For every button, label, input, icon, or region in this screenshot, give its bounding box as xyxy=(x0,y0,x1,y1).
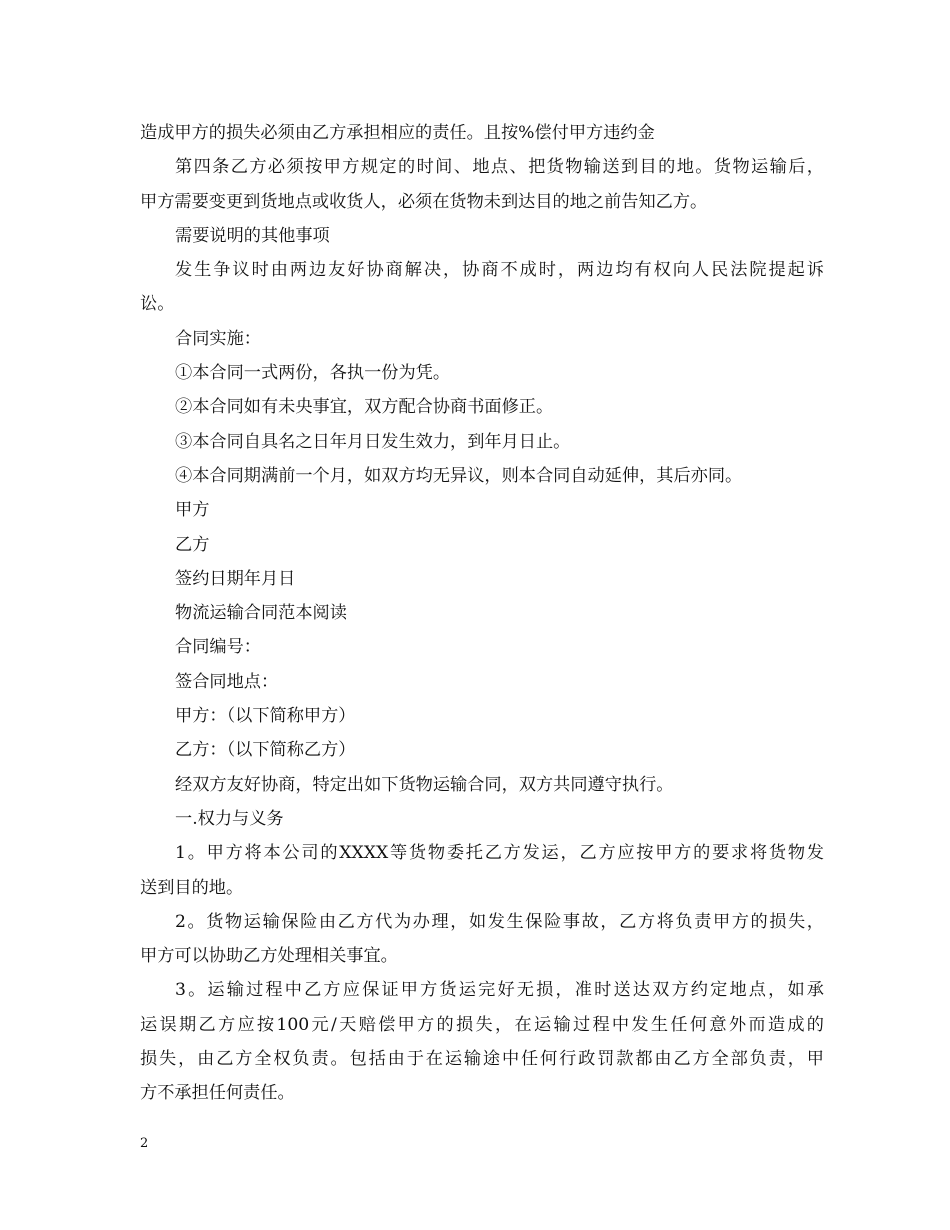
list-item: ②本合同如有未央事宜，双方配合协商书面修正。 xyxy=(175,397,554,418)
party-b-label: 乙方 xyxy=(175,534,210,555)
signing-date-label: 签约日期年月日 xyxy=(175,568,296,589)
paragraph-line: 发生争议时由两边友好协商解决，协商不成时，两边均有权向人民法院提起诉 xyxy=(175,260,824,281)
list-item: ③本合同自具名之日年月日发生效力，到年月日止。 xyxy=(175,431,571,452)
document-body xyxy=(140,116,824,1111)
contract-location-label: 签合同地点： xyxy=(175,671,279,692)
paragraph-line: 第四条乙方必须按甲方规定的时间、地点、把货物输送到目的地。货物运输后， xyxy=(175,157,824,178)
paragraph-line: 讼。 xyxy=(140,294,175,315)
paragraph-line: 1。甲方将本公司的XXXX等货物委托乙方发运，乙方应按甲方的要求将货物发 xyxy=(175,843,824,864)
paragraph-line: 2。货物运输保险由乙方代为办理，如发生保险事故，乙方将负责甲方的损失， xyxy=(175,911,824,932)
section-heading: 合同实施： xyxy=(175,328,261,349)
document-title: 物流运输合同范本阅读 xyxy=(175,603,347,624)
paragraph-line: 3。运输过程中乙方应保证甲方货运完好无损，准时送达双方约定地点，如承 xyxy=(175,980,824,1001)
paragraph-line: 损失，由乙方全权负责。包括由于在运输途中任何行政罚款都由乙方全部负责，甲 xyxy=(140,1049,824,1070)
party-b-field: 乙方：（以下简称乙方） xyxy=(175,740,356,761)
paragraph-line: 造成甲方的损失必须由乙方承担相应的责任。且按%偿付甲方违约金 xyxy=(140,123,655,143)
paragraph-line: 送到目的地。 xyxy=(140,877,244,898)
section-heading: 一.权力与义务 xyxy=(175,808,284,829)
list-item: ④本合同期满前一个月，如双方均无异议，则本合同自动延伸，其后亦同。 xyxy=(175,465,743,486)
paragraph-line: 运误期乙方应按100元/天赔偿甲方的损失，在运输过程中发生任何意外而造成的 xyxy=(140,1014,824,1035)
party-a-label: 甲方 xyxy=(175,500,210,521)
paragraph-line: 方不承担任何责任。 xyxy=(140,1083,295,1104)
party-a-field: 甲方：（以下简称甲方） xyxy=(175,706,356,727)
paragraph-line: 甲方可以协助乙方处理相关事宜。 xyxy=(140,946,398,967)
contract-number-label: 合同编号： xyxy=(175,637,261,658)
paragraph-line: 甲方需要变更到货地点或收货人，必须在货物未到达目的地之前告知乙方。 xyxy=(140,191,708,212)
list-item: ①本合同一式两份，各执一份为凭。 xyxy=(175,363,451,384)
section-heading: 需要说明的其他事项 xyxy=(175,225,330,246)
page-number: 2 xyxy=(140,1136,149,1151)
paragraph-line: 经双方友好协商，特定出如下货物运输合同，双方共同遵守执行。 xyxy=(175,774,674,795)
